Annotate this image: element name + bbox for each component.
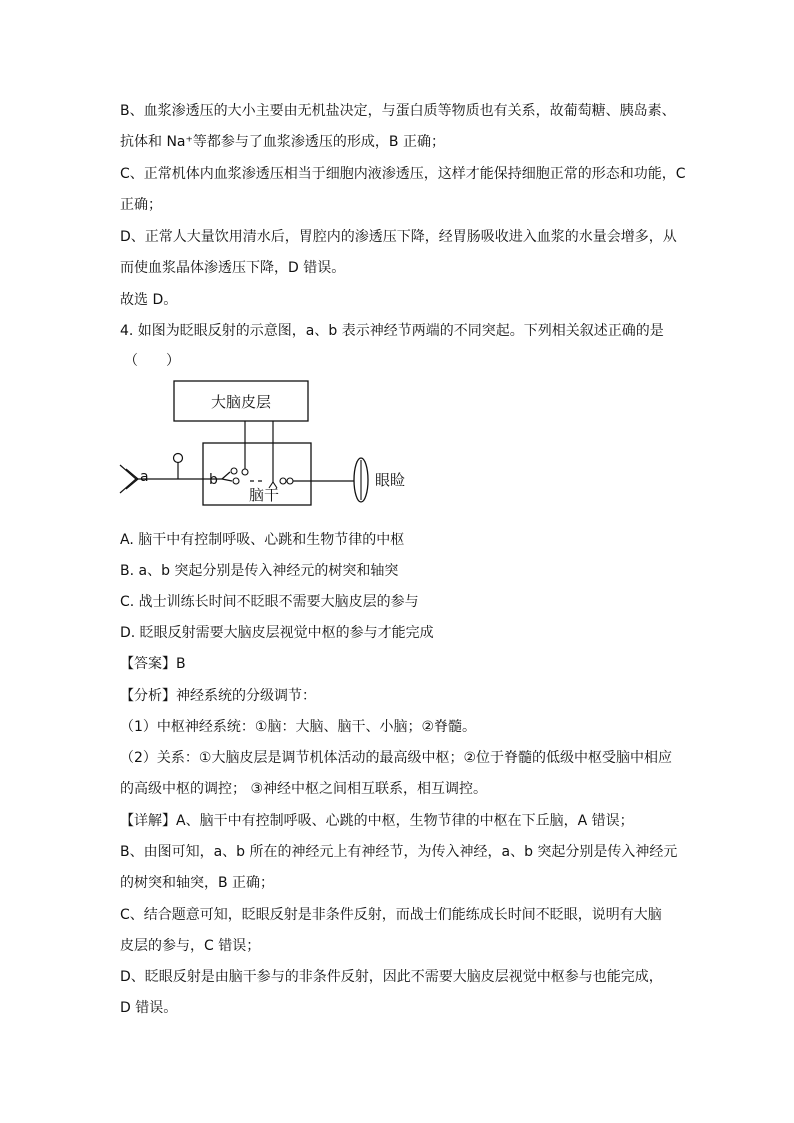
axon-branch-upper — [222, 472, 230, 479]
detail-b-line2: 的树突和轴突，B 正确； — [120, 875, 275, 891]
detail-b-line1: B、由图可知，a、b 所在的神经元上有神经节，为传入神经，a、b 突起分别是传入神经元 — [120, 844, 678, 860]
brainstem-label: 脑干 — [248, 486, 280, 504]
cortex-label: 大脑皮层 — [210, 393, 272, 411]
explanation-b-line2: 抗体和 Na⁺等都参与了血浆渗透压的形成，B 正确； — [120, 134, 445, 150]
explanation-d-line2: 而使血浆晶体渗透压下降，D 错误。 — [120, 260, 346, 276]
axon-branch-lower — [222, 479, 232, 481]
detail-d-line2: D 错误。 — [120, 1000, 178, 1016]
receptor-endings — [120, 465, 138, 493]
synapse-3 — [280, 478, 286, 484]
synapse-1 — [231, 468, 237, 474]
explanation-c-line1: C、正常机体内血浆渗透压相当于细胞内液渗透压，这样才能保持细胞正常的形态和功能，C — [120, 166, 686, 182]
option-c: C. 战士训练长时间不眨眼不需要大脑皮层的参与 — [120, 594, 419, 610]
option-b: B. a、b 突起分别是传入神经元的树突和轴突 — [120, 563, 399, 579]
label-b: b — [209, 472, 218, 488]
answer: 【答案】B — [120, 656, 186, 672]
synapse-2 — [233, 478, 239, 484]
detail-d-line1: D、眨眼反射是由脑干参与的非条件反射，因此不需要大脑皮层视觉中枢参与也能完成， — [120, 969, 663, 985]
analysis-point-2-line1: （2）关系：①大脑皮层是调节机体活动的最高级中枢；②位于脊髓的低级中枢受脑中相应 — [120, 750, 673, 766]
blink-reflex-diagram — [118, 377, 418, 507]
synapse-cortex — [242, 469, 248, 475]
explanation-d-line1: D、正常人大量饮用清水后，胃腔内的渗透压下降，经胃肠吸收进入血浆的水量会增多，从 — [120, 229, 677, 245]
question-stem: 4. 如图为眨眼反射的示意图，a、b 表示神经节两端的不同突起。下列相关叙述正确的是 — [120, 323, 664, 339]
question-blank: （ ） — [124, 353, 180, 369]
explanation-b-line1: B、血浆渗透压的大小主要由无机盐决定，与蛋白质等物质也有关系，故葡萄糖、胰岛素、 — [120, 103, 676, 119]
detail-c-line2: 皮层的参与，C 错误； — [120, 938, 261, 954]
analysis-point-2-line2: 的高级中枢的调控； ③神经中枢之间相互联系，相互调控。 — [120, 781, 487, 797]
option-a: A. 脑干中有控制呼吸、心跳和生物节律的中枢 — [120, 532, 405, 548]
analysis-head: 【分析】神经系统的分级调节： — [120, 688, 316, 704]
explanation-c-line2: 正确； — [120, 197, 162, 213]
analysis-point-1: （1）中枢神经系统：①脑：大脑、脑干、小脑；②脊髓。 — [120, 719, 477, 735]
conclusion: 故选 D。 — [120, 292, 178, 308]
ganglion-cell-body — [174, 454, 183, 463]
option-d: D. 眨眼反射需要大脑皮层视觉中枢的参与才能完成 — [120, 625, 434, 641]
detail-a: 【详解】A、脑干中有控制呼吸、心跳的中枢，生物节律的中枢在下丘脑，A 错误； — [120, 813, 634, 829]
detail-c-line1: C、结合题意可知，眨眼反射是非条件反射，而战士们能练成长时间不眨眼，说明有大脑 — [120, 907, 662, 923]
eyelid-label: 眼睑 — [375, 471, 406, 489]
synapse-4 — [287, 478, 293, 484]
label-a: a — [140, 469, 149, 485]
